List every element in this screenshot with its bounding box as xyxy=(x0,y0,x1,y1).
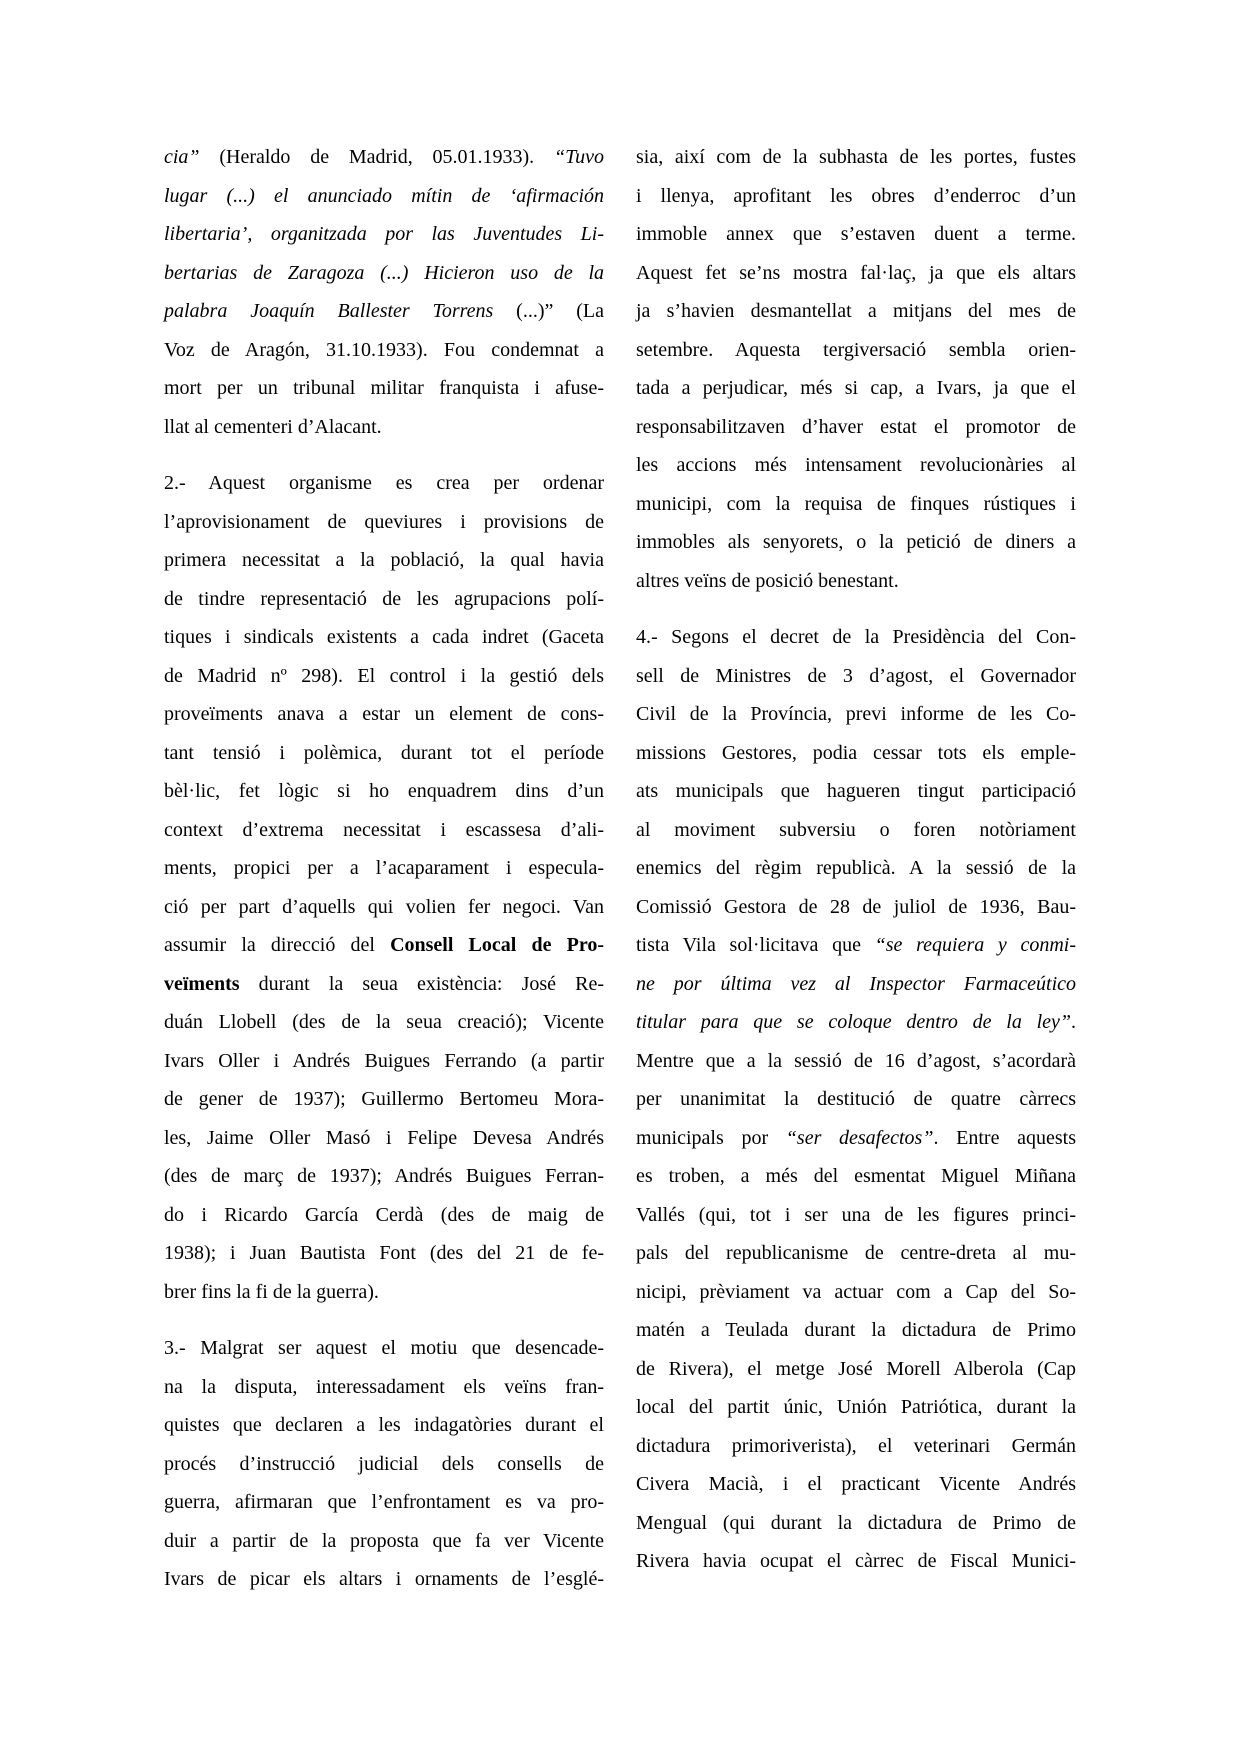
text-line xyxy=(636,331,1076,370)
text-line xyxy=(636,926,1076,965)
text-line xyxy=(164,408,604,447)
text-line xyxy=(164,1119,604,1158)
paragraph xyxy=(636,618,1076,1581)
text-segment: . Entre aquests xyxy=(933,1126,1077,1149)
text-segment: bèl·lic, fet lògic si ho enquadrem dins d’un xyxy=(164,780,604,802)
text-segment: Civera Macià, i el practicant Vicente Andrés xyxy=(636,1473,1076,1495)
text-line xyxy=(164,464,604,503)
text-segment: (...)” (La xyxy=(493,300,604,322)
text-segment: de tindre representació de les agrupacions polí- xyxy=(164,587,604,610)
text-segment: Voz de Aragón, 31.10.1933). Fou condemnat a xyxy=(164,338,604,361)
text-line xyxy=(164,1080,604,1119)
text-line xyxy=(636,1350,1076,1389)
text-segment: pals del republicanisme de centre-dreta al mu- xyxy=(636,1242,1076,1264)
text-segment: llat al cementeri d’Alacant. xyxy=(164,415,382,438)
text-segment: matén a Teulada durant la dictadura de Primo xyxy=(636,1319,1076,1341)
text-segment: 3.- Malgrat ser aquest el motiu que desencade- xyxy=(164,1337,604,1359)
text-segment: l’aprovisionament de queviures i provisions de xyxy=(164,510,604,533)
text-line xyxy=(636,562,1076,601)
text-segment: immoble annex que s’estaven duent a terme. xyxy=(636,223,1076,245)
paragraph xyxy=(636,138,1076,600)
text-segment: . xyxy=(1071,1011,1076,1033)
text-segment: lugar (...) el anunciado mítin de ‘afirmación xyxy=(164,184,604,207)
text-segment: Comissió Gestora de 28 de juliol de 1936, Bau- xyxy=(636,895,1076,918)
text-segment: Vallés (qui, tot i ser una de les figures princi- xyxy=(636,1203,1076,1226)
text-segment: i llenya, aprofitant les obres d’enderroc d’un xyxy=(636,184,1076,207)
text-line xyxy=(636,1080,1076,1119)
text-line xyxy=(636,1157,1076,1196)
text-segment: ció per part d’aquells qui volien fer negoci. Van xyxy=(164,895,604,918)
text-line xyxy=(636,849,1076,888)
text-column-left xyxy=(164,138,604,1599)
text-line xyxy=(636,523,1076,562)
text-segment: de Madrid nº 298). El control i la gestió dels xyxy=(164,664,604,687)
text-line xyxy=(636,138,1076,177)
text-line xyxy=(164,734,604,773)
text-line xyxy=(636,1196,1076,1235)
text-line xyxy=(164,503,604,542)
text-segment: municipi, com la requisa de finques rústiques i xyxy=(636,492,1076,515)
text-segment: tiques i sindicals existents a cada indret (Gaceta xyxy=(164,626,604,648)
text-segment: 2.- Aquest organisme es crea per ordenar xyxy=(164,472,604,494)
text-segment: na la disputa, interessadament els veïns fran- xyxy=(164,1375,604,1398)
text-line xyxy=(636,292,1076,331)
text-line xyxy=(164,811,604,850)
text-segment: local del partit únic, Unión Patriótica, durant la xyxy=(636,1396,1076,1418)
text-line xyxy=(636,1504,1076,1543)
text-line xyxy=(636,1273,1076,1312)
text-segment: sell de Ministres de 3 d’agost, el Governador xyxy=(636,664,1076,687)
text-line xyxy=(636,888,1076,927)
text-segment: setembre. Aquesta tergiversació sembla orien- xyxy=(636,338,1076,361)
text-line xyxy=(636,657,1076,696)
text-segment: Civil de la Província, previ informe de les Co- xyxy=(636,703,1076,725)
text-line xyxy=(636,734,1076,773)
text-segment: guerra, afirmaran que l’enfrontament es va pro- xyxy=(164,1491,604,1513)
text-segment: primera necessitat a la població, la qual havia xyxy=(164,549,604,571)
text-segment: veïments xyxy=(164,972,240,995)
text-line xyxy=(164,331,604,370)
text-segment: ats municipals que hagueren tingut participació xyxy=(636,780,1076,802)
text-segment: Ivars Oller i Andrés Buigues Ferrando (a partir xyxy=(164,1049,604,1072)
text-line xyxy=(636,618,1076,657)
text-segment: nicipi, prèviament va actuar com a Cap del So- xyxy=(636,1280,1076,1303)
text-segment: Aquest fet se’ns mostra fal·laç, ja que els altars xyxy=(636,261,1076,284)
text-segment: dictadura primoriverista), el veterinari Germán xyxy=(636,1434,1076,1457)
text-line xyxy=(636,408,1076,447)
text-line xyxy=(636,446,1076,485)
text-line xyxy=(164,215,604,254)
text-line xyxy=(164,926,604,965)
text-segment: (des de març de 1937); Andrés Buigues Ferran- xyxy=(164,1165,604,1187)
text-line xyxy=(636,177,1076,216)
text-line xyxy=(164,177,604,216)
text-segment: libertaria’, organitzada por las Juventudes Li- xyxy=(164,223,604,245)
text-line xyxy=(164,1003,604,1042)
text-line xyxy=(164,580,604,619)
text-segment: de gener de 1937); Guillermo Bertomeu Mora- xyxy=(164,1088,604,1110)
text-segment: “ser desafectos” xyxy=(785,1126,934,1149)
text-line xyxy=(636,1542,1076,1581)
text-segment: tant tensió i polèmica, durant tot el període xyxy=(164,741,604,764)
text-line xyxy=(164,618,604,657)
text-line xyxy=(636,369,1076,408)
text-segment: tada a perjudicar, més si cap, a Ivars, ja que el xyxy=(636,377,1076,399)
text-segment: les, Jaime Oller Masó i Felipe Devesa Andrés xyxy=(164,1126,604,1149)
text-line xyxy=(164,292,604,331)
text-line xyxy=(636,1388,1076,1427)
text-line xyxy=(164,965,604,1004)
text-line xyxy=(164,254,604,293)
text-segment: Ivars de picar els altars i ornaments de l’esglé- xyxy=(164,1568,604,1590)
text-segment: enemics del règim republicà. A la sessió de la xyxy=(636,857,1076,879)
text-line xyxy=(636,1234,1076,1273)
text-columns xyxy=(164,138,1076,1599)
text-segment: ments, propici per a l’acaparament i especula- xyxy=(164,857,604,879)
text-segment: Consell Local de Pro- xyxy=(390,934,604,956)
text-line xyxy=(164,1329,604,1368)
text-segment: Mengual (qui durant la dictadura de Primo de xyxy=(636,1511,1076,1534)
text-segment: Mentre que a la sessió de 16 d’agost, s’acordarà xyxy=(636,1049,1076,1072)
text-segment: altres veïns de posició benestant. xyxy=(636,569,899,592)
text-segment: (Heraldo de Madrid, 05.01.1933). xyxy=(199,146,554,168)
text-line xyxy=(164,1273,604,1312)
text-line xyxy=(164,1445,604,1484)
text-segment: sia, així com de la subhasta de les portes, fustes xyxy=(636,146,1076,168)
text-segment: duir a partir de la proposta que fa ver Vicente xyxy=(164,1529,604,1552)
text-segment: immobles als senyorets, o la petició de diners a xyxy=(636,531,1076,553)
text-segment: quistes que declaren a les indagatòries durant el xyxy=(164,1414,604,1436)
text-line xyxy=(636,1427,1076,1466)
text-line xyxy=(636,215,1076,254)
text-line xyxy=(164,695,604,734)
text-line xyxy=(164,369,604,408)
text-segment: bertarias de Zaragoza (...) Hicieron uso de la xyxy=(164,261,604,284)
text-line xyxy=(164,1560,604,1599)
text-segment: al moviment subversiu o foren notòriament xyxy=(636,818,1076,841)
text-segment: tista Vila sol·licitava que xyxy=(636,934,875,956)
text-segment: titular para que se coloque dentro de la ley” xyxy=(636,1011,1071,1033)
text-segment: “se requiera y conmi- xyxy=(874,934,1076,956)
text-segment: context d’extrema necessitat i escassesa d’ali- xyxy=(164,818,604,841)
text-line xyxy=(164,1406,604,1445)
text-segment: responsabilitzaven d’haver estat el promotor de xyxy=(636,415,1076,438)
text-segment: es troben, a més del esmentat Miguel Miñana xyxy=(636,1165,1076,1187)
text-segment: palabra Joaquín Ballester Torrens xyxy=(164,300,494,322)
text-segment: 1938); i Juan Bautista Font (des del 21 de fe- xyxy=(164,1242,604,1264)
text-segment: brer fins la fi de la guerra). xyxy=(164,1280,379,1303)
text-segment: ne por última vez al Inspector Farmaceútico xyxy=(636,972,1076,995)
text-column-right xyxy=(636,138,1076,1599)
text-line xyxy=(636,772,1076,811)
text-line xyxy=(164,772,604,811)
text-segment: missions Gestores, podia cessar tots els emple- xyxy=(636,741,1076,764)
text-line xyxy=(636,965,1076,1004)
text-segment: duán Llobell (des de la seua creació); Vicente xyxy=(164,1011,604,1033)
text-segment: les accions més intensament revolucionàries al xyxy=(636,454,1076,476)
text-segment: assumir la direcció del xyxy=(164,934,391,956)
text-line xyxy=(164,1522,604,1561)
text-segment: 4.- Segons el decret de la Presidència del Con- xyxy=(636,626,1076,648)
text-line xyxy=(636,1003,1076,1042)
text-segment: durant la seua existència: José Re- xyxy=(239,972,604,995)
text-line xyxy=(636,811,1076,850)
text-line xyxy=(164,1157,604,1196)
text-segment: do i Ricardo García Cerdà (des de maig de xyxy=(164,1203,604,1226)
text-segment: cia” xyxy=(164,146,200,168)
text-line xyxy=(164,888,604,927)
text-line xyxy=(164,1368,604,1407)
text-line xyxy=(164,1196,604,1235)
text-segment: proveïments anava a estar un element de cons- xyxy=(164,703,604,725)
text-line xyxy=(636,1119,1076,1158)
text-line xyxy=(636,485,1076,524)
text-line xyxy=(164,849,604,888)
paragraph xyxy=(164,138,604,446)
text-segment: ja s’havien desmantellat a mitjans del mes de xyxy=(636,300,1076,322)
text-line xyxy=(636,695,1076,734)
text-line xyxy=(636,1042,1076,1081)
text-line xyxy=(636,1465,1076,1504)
paragraph xyxy=(164,464,604,1311)
text-segment: procés d’instrucció judicial dels consells de xyxy=(164,1452,604,1475)
text-segment: per unanimitat la destitució de quatre càrrecs xyxy=(636,1088,1076,1110)
text-line xyxy=(636,1311,1076,1350)
text-segment: de Rivera), el metge José Morell Alberola (Cap xyxy=(636,1357,1076,1380)
text-line xyxy=(164,657,604,696)
text-segment: “Tuvo xyxy=(553,146,604,168)
text-line xyxy=(164,1483,604,1522)
paragraph xyxy=(164,1329,604,1599)
text-line xyxy=(164,138,604,177)
text-segment: mort per un tribunal militar franquista i afuse- xyxy=(164,377,604,399)
text-line xyxy=(164,1042,604,1081)
text-segment: Rivera havia ocupat el càrrec de Fiscal Munici- xyxy=(636,1550,1076,1572)
text-line xyxy=(164,541,604,580)
text-line xyxy=(636,254,1076,293)
text-segment: municipals por xyxy=(636,1126,786,1149)
text-line xyxy=(164,1234,604,1273)
